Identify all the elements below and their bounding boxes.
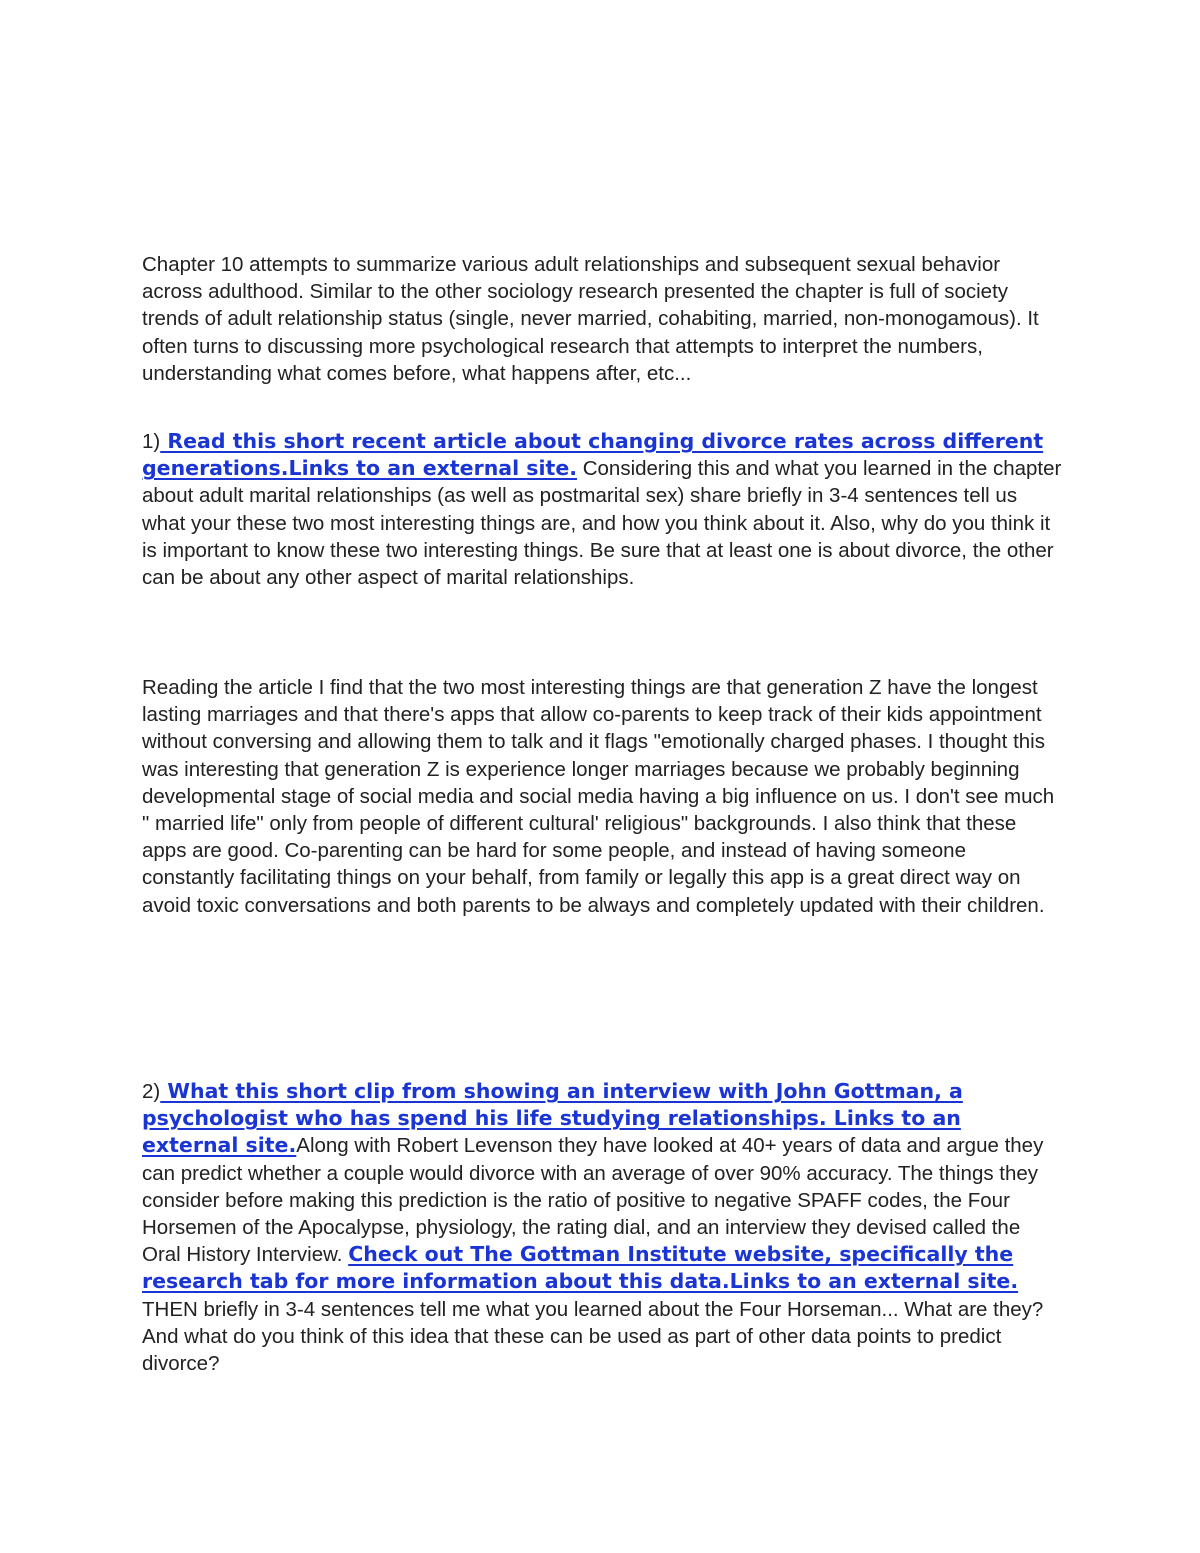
question-2-text-a: Along with Robert Levenson they have looked at 40+ years of data and argue they can predict whether a couple would divorce with an average of over 90% accuracy. The things they consider before making this prediction is the ratio of positive to negative SPAFF codes, the Four Horsemen of the Apocalypse, physiology, the rating dial, and an interview they devised called the Oral History Interview. bbox=[142, 1134, 1044, 1267]
question-2-paragraph bbox=[142, 1078, 1062, 1377]
question-2-number: 2) bbox=[142, 1080, 161, 1103]
answer-1-text: Reading the article I find that the two most interesting things are that generation Z have the longest lasting marriages and that there's apps that allow co-parents to keep track of their kids appointment without conversing and allowing them to talk and it flags "emotionally charged phases. I thought this was interesting that generation Z is experience longer marriages because we probably beginning developmental stage of social media and social media having a big influence on us. I don't see much " married life" only from people of different cultural' religious" backgrounds. I also think that these apps are good. Co-parenting can be hard for some people, and instead of having someone constantly facilitating things on your behalf, from family or legally this app is a great direct way on avoid toxic conversations and both parents to be always and completely updated with their children. bbox=[142, 676, 1055, 917]
answer-1-paragraph bbox=[142, 674, 1062, 919]
question-1-paragraph bbox=[142, 428, 1062, 591]
gottman-interview-clip-link[interactable]: What this short clip from showing an interview with John Gottman, a psychologist who has spend his life studying relationships. Links to an external site. bbox=[142, 1079, 963, 1158]
gottman-institute-website-link[interactable]: Check out The Gottman Institute website, specifically the research tab for more information about this data.Links to an external site. bbox=[142, 1242, 1019, 1294]
intro-paragraph bbox=[142, 251, 1062, 387]
divorce-rates-article-link[interactable]: Read this short recent article about changing divorce rates across different generations.Links to an external site. bbox=[142, 429, 1044, 481]
question-2-text-b: THEN briefly in 3-4 sentences tell me what you learned about the Four Horseman... What are they? And what do you think of this idea that these can be used as part of other data points to predict divorce? bbox=[142, 1297, 1044, 1376]
question-1-text: Considering this and what you learned in the chapter about adult marital relationships (as well as postmarital sex) share briefly in 3-4 sentences tell us what your these two most interesting things are, and how you think about it. Also, why do you think it is important to know these two interesting things. Be sure that at least one is about divorce, the other can be about any other aspect of marital relationships. bbox=[142, 457, 1062, 590]
question-1-number: 1) bbox=[142, 430, 161, 453]
intro-text: Chapter 10 attempts to summarize various adult relationships and subsequent sexual behavior across adulthood. Similar to the other sociology research presented the chapter is full of society trends of adult relationship status (single, never married, cohabiting, married, non-monogamous). It often turns to discussing more psychological research that attempts to interpret the numbers, understanding what comes before, what happens after, etc... bbox=[142, 253, 1039, 385]
